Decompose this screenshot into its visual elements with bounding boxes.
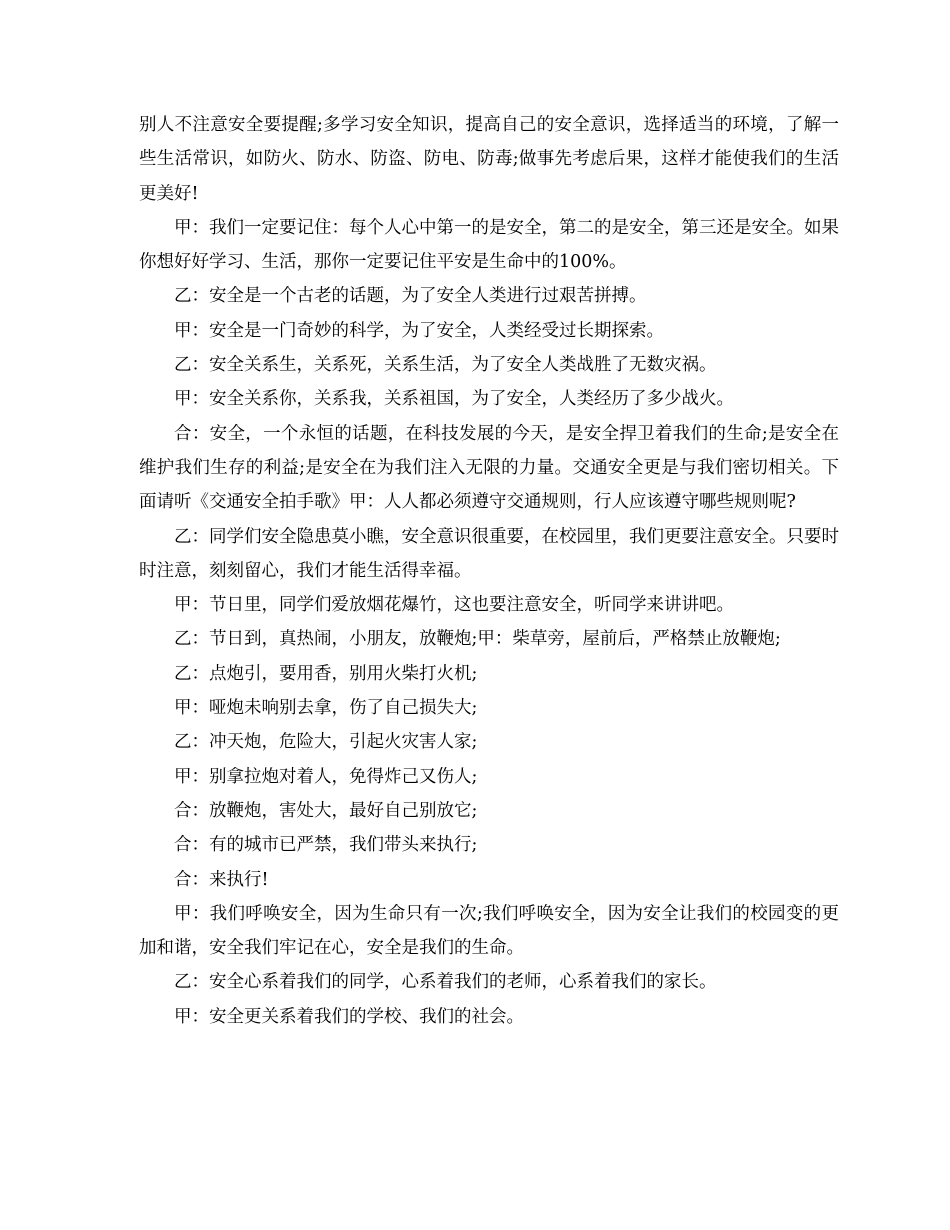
document-body — [139, 108, 839, 1034]
paragraph: 乙：安全心系着我们的同学，心系着我们的老师，心系着我们的家长。 — [174, 972, 717, 993]
paragraph: 别人不注意安全要提醒;多学习安全知识，提高自己的安全意识，选择适当的环境，了解一些生活常识，如防火、防水、防盗、防电、防毒;做事先考虑后果，这样才能使我们的生活更美好! — [139, 115, 839, 204]
paragraph: 甲：我们一定要记住：每个人心中第一的是安全，第二的是安全，第三还是安全。如果你想好好学习、生活，那你一定要记住平安是生命中的100%。 — [139, 217, 839, 273]
paragraph: 甲：安全关系你，关系我，关系祖国，为了安全，人类经历了多少战火。 — [174, 389, 734, 410]
paragraph: 合：来执行! — [174, 869, 269, 890]
paragraph: 乙：安全关系生，关系死，关系生活，为了安全人类战胜了无数灾祸。 — [174, 355, 717, 376]
paragraph: 甲：节日里，同学们爱放烟花爆竹，这也要注意安全，听同学来讲讲吧。 — [174, 595, 734, 616]
paragraph: 乙：点炮引，要用香，别用火柴打火机; — [174, 663, 478, 684]
paragraph: 合：安全，一个永恒的话题，在科技发展的今天，是安全捍卫着我们的生命;是安全在维护我们生存的利益;是安全在为我们注入无限的力量。交通安全更是与我们密切相关。下面请听《交通安全拍手歌》甲：人人都必须遵守交通规则，行人应该遵守哪些规则呢? — [139, 423, 839, 513]
paragraph: 乙：冲天炮，危险大，引起火灾害人家; — [174, 732, 478, 753]
paragraph: 合：放鞭炮，害处大，最好自己别放它; — [174, 800, 478, 821]
paragraph: 甲：我们呼唤安全，因为生命只有一次;我们呼唤安全，因为安全让我们的校园变的更加和谐，安全我们牢记在心，安全是我们的生命。 — [139, 903, 839, 959]
paragraph: 乙：同学们安全隐患莫小瞧，安全意识很重要，在校园里，我们更要注意安全。只要时时注意，刻刻留心，我们才能生活得幸福。 — [139, 526, 839, 581]
paragraph: 乙：节日到，真热闹，小朋友，放鞭炮;甲：柴草旁，屋前后，严格禁止放鞭炮; — [174, 629, 781, 650]
paragraph: 合：有的城市已严禁，我们带头来执行; — [174, 835, 478, 856]
paragraph: 甲：哑炮未响别去拿，伤了自己损失大; — [174, 698, 478, 719]
paragraph: 甲：安全是一门奇妙的科学，为了安全，人类经受过长期探索。 — [174, 320, 664, 341]
paragraph: 乙：安全是一个古老的话题，为了安全人类进行过艰苦拼搏。 — [174, 286, 647, 307]
paragraph: 甲：别拿拉炮对着人，免得炸己又伤人; — [174, 766, 478, 787]
paragraph: 甲：安全更关系着我们的学校、我们的社会。 — [174, 1006, 524, 1027]
